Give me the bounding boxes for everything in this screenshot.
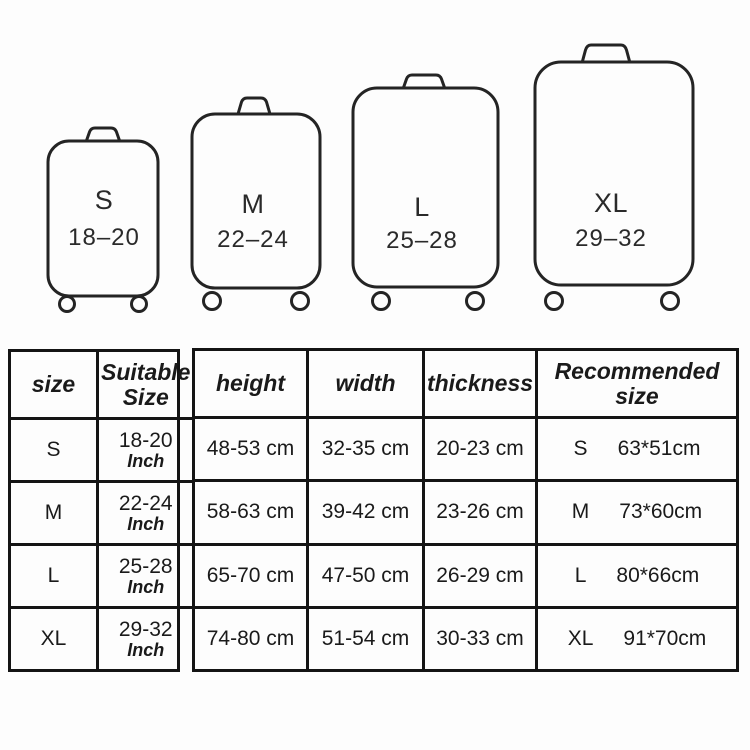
suitcase-size-range: 29–32 xyxy=(575,225,647,252)
range-value: 22-24 xyxy=(118,492,173,515)
width-column-header: width xyxy=(306,351,422,416)
recommended-size-letter: M xyxy=(571,500,590,524)
suitcase-wheel-right-icon xyxy=(662,293,679,310)
width-cell: 39-42 cm xyxy=(306,479,422,542)
range-value: 29-32 xyxy=(118,618,173,641)
range-unit: Inch xyxy=(127,577,165,597)
suitcase-wheel-left-icon xyxy=(204,293,221,310)
width-cell: 47-50 cm xyxy=(306,543,422,606)
thickness-cell: 26-29 cm xyxy=(422,543,535,606)
height-cell: 48-53 cm xyxy=(195,416,306,479)
suitable-size-table xyxy=(8,349,191,672)
height-cell: 74-80 cm xyxy=(195,606,306,669)
recommended-size-cell xyxy=(535,606,736,669)
suitcase-body xyxy=(48,141,158,296)
suitable-size-cell xyxy=(96,606,192,669)
range-unit: Inch xyxy=(127,514,165,534)
recommended-size-column-header: Recommended size xyxy=(535,351,736,416)
suitcase-m-figure xyxy=(190,96,323,312)
size-cell: L xyxy=(11,543,96,606)
range-unit: Inch xyxy=(127,640,165,660)
size-cell: M xyxy=(11,480,96,543)
height-cell: 65-70 cm xyxy=(195,543,306,606)
recommended-size-dimensions: 63*51cm xyxy=(617,437,701,461)
recommended-size-dimensions: 73*60cm xyxy=(619,500,703,524)
suitcase-s-figure xyxy=(46,126,160,314)
suitcase-size-label: S xyxy=(94,185,114,215)
suitcase-wheel-left-icon xyxy=(60,297,75,312)
height-cell: 58-63 cm xyxy=(195,479,306,542)
suitcase-size-range: 25–28 xyxy=(386,227,458,254)
suitcase-size-label: XL xyxy=(593,188,629,218)
suitcase-wheel-right-icon xyxy=(467,293,484,310)
suitcase-body xyxy=(353,88,498,287)
recommended-size-letter: L xyxy=(574,563,587,587)
suitcase-wheel-right-icon xyxy=(132,297,147,312)
range-value: 18-20 xyxy=(118,429,173,452)
size-cell: XL xyxy=(11,606,96,669)
suitcase-size-label: M xyxy=(241,189,265,219)
thickness-cell: 23-26 cm xyxy=(422,479,535,542)
thickness-cell: 30-33 cm xyxy=(422,606,535,669)
width-cell: 51-54 cm xyxy=(306,606,422,669)
size-column-header: size xyxy=(31,371,76,398)
suitable-size-cell xyxy=(96,543,192,606)
range-unit: Inch xyxy=(127,451,165,471)
suitcase-wheel-left-icon xyxy=(546,293,563,310)
suitcase-wheel-left-icon xyxy=(373,293,390,310)
recommended-size-dimensions: 80*66cm xyxy=(616,563,700,587)
width-cell: 32-35 cm xyxy=(306,416,422,479)
recommended-size-cell xyxy=(535,416,736,479)
suitcase-l-figure xyxy=(351,73,500,313)
suitcase-size-range: 18–20 xyxy=(68,224,140,251)
thickness-cell: 20-23 cm xyxy=(422,416,535,479)
recommended-size-cell xyxy=(535,543,736,606)
suitable-size-column-header: Suitable Size xyxy=(96,352,192,417)
suitcase-handle xyxy=(582,45,630,63)
suitable-size-cell xyxy=(96,480,192,543)
recommended-size-letter: S xyxy=(573,437,588,461)
suitcase-size-label: L xyxy=(414,192,430,222)
suitcase-handle xyxy=(238,98,270,114)
thickness-column-header: thickness xyxy=(422,351,535,416)
suitcase-wheel-right-icon xyxy=(292,293,309,310)
height-column-header: height xyxy=(216,370,285,397)
recommended-size-letter: XL xyxy=(567,626,594,650)
suitcase-size-range: 22–24 xyxy=(217,226,289,253)
recommended-size-cell xyxy=(535,479,736,542)
range-value: 25-28 xyxy=(118,555,173,578)
recommended-size-dimensions: 91*70cm xyxy=(623,626,707,650)
suitcase-xl-figure xyxy=(533,43,695,313)
size-cell: S xyxy=(11,417,96,480)
suitable-size-cell xyxy=(96,417,192,480)
dimensions-table xyxy=(192,348,739,672)
